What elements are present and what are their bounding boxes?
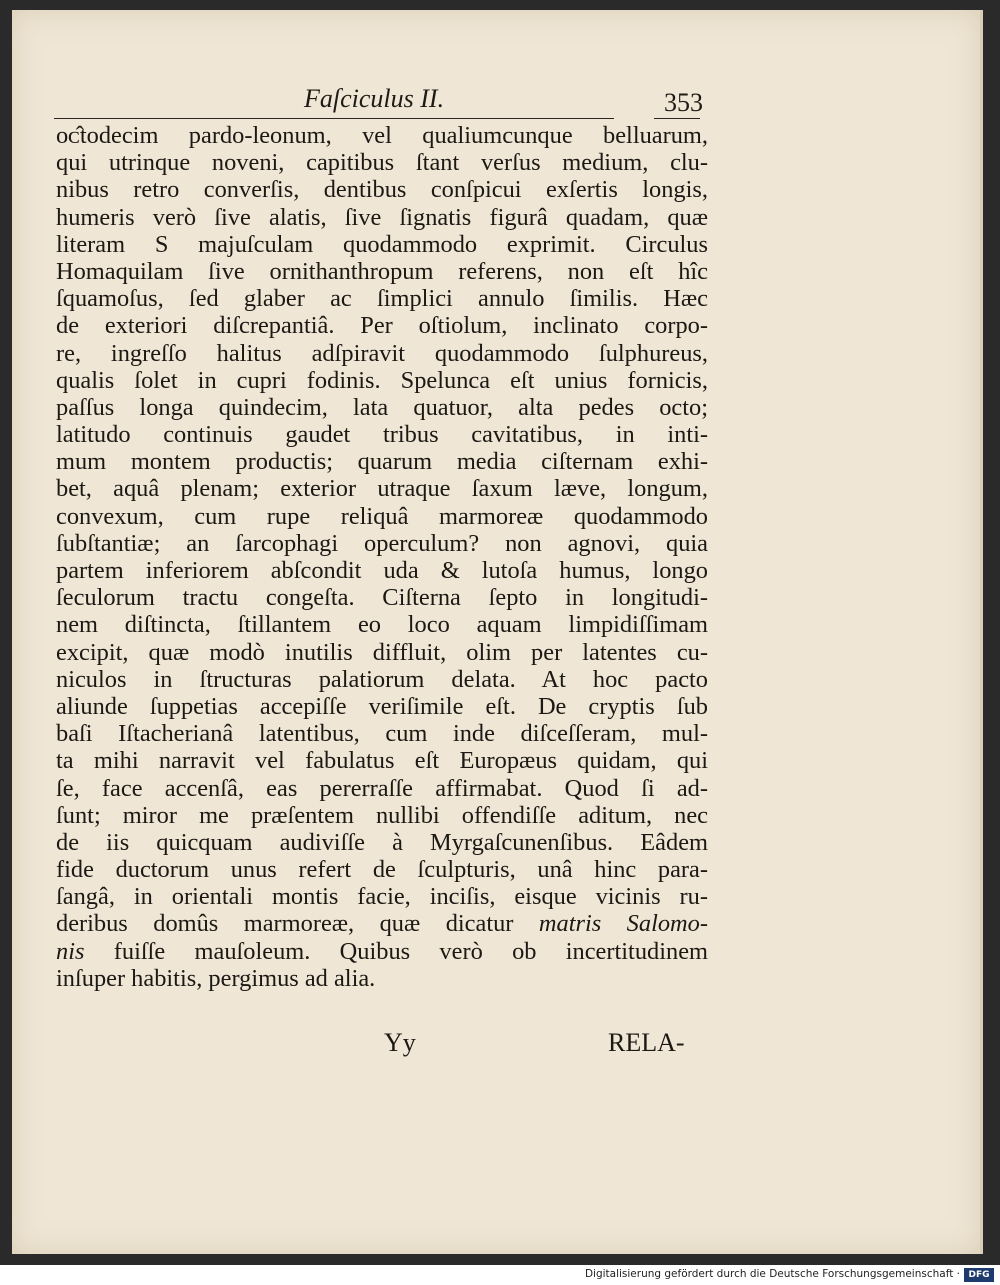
text-line: ſangâ, in orientali montis facie, inciſis, eisque vicinis ru- xyxy=(56,883,708,911)
text-line: oᴄ̂todecim pardo-leonum, vel qualiumcunque belluarum, xyxy=(56,122,708,149)
text-line: qui utrinque noveni, capitibus ſtant verſus medium, clu- xyxy=(56,149,708,177)
text-line: paſſus longa quindecim, lata quatuor, alta pedes octo; xyxy=(56,393,708,421)
text-line: fide ductorum unus refert de ſculpturis, unâ hinc para- xyxy=(56,856,708,884)
catchword: RELA- xyxy=(608,1028,685,1057)
text-line-mixed xyxy=(56,910,708,937)
header-rule-short xyxy=(654,118,700,119)
text-line: latitudo continuis gaudet tribus cavitatibus, in inti- xyxy=(56,421,708,449)
text-line: mum montem productis; quarum media ciſternam exhi- xyxy=(56,448,708,476)
italic-text: nis xyxy=(56,937,85,965)
signature-mark: Yy xyxy=(384,1028,416,1057)
text-line: nibus retro converſis, dentibus conſpicui exſertis longis, xyxy=(56,176,708,204)
text-segment: deribus domûs marmoreæ, quæ dicatur xyxy=(56,910,514,938)
text-line: convexum, cum rupe reliquâ marmoreæ quodammodo xyxy=(56,502,708,530)
text-line: de exteriori diſcrepantiâ. Per oſtiolum, inclinato corpo- xyxy=(56,312,708,340)
text-line: ſquamoſus, ſed glaber ac ſimplici annulo ſimilis. Hæc xyxy=(56,285,708,313)
text-line: partem inferiorem abſcondit uda & lutoſa humus, longo xyxy=(56,557,708,584)
text-segment: fuiſſe mauſoleum. Quibus verò ob incertitudinem xyxy=(84,937,708,965)
text-line: re, ingreſſo halitus adſpiravit quodammodo ſulphureus, xyxy=(56,339,708,367)
text-line: literam S majuſculam quodammodo exprimit. Circulus xyxy=(56,230,708,258)
page-footer xyxy=(56,1024,708,1064)
text-line: Homaquilam ſive ornithanthropum referens, non eſt hîc xyxy=(56,257,708,285)
text-line: qualis ſolet in cupri fodinis. Spelunca eſt unius fornicis, xyxy=(56,366,708,394)
text-line: humeris verò ſive alatis, ſive ſignatis figurâ quadam, quæ xyxy=(56,203,708,231)
page-header xyxy=(54,82,714,122)
dfg-logo-icon: DFG xyxy=(964,1268,994,1282)
attribution-bar xyxy=(0,1265,1000,1285)
text-line: bet, aquâ plenam; exterior utraque ſaxum læve, longum, xyxy=(56,475,708,503)
body-text xyxy=(56,122,708,992)
attribution-text: Digitalisierung gefördert durch die Deutsche Forschungsgemeinschaft · xyxy=(584,1268,960,1280)
text-line: ſe, face accenſâ, eas pererraſſe affirmabat. Quod ſi ad- xyxy=(56,774,708,802)
italic-text: matris Salomo- xyxy=(538,910,708,938)
text-line: ſunt; miror me præſentem nullibi offendiſſe aditum, nec xyxy=(56,801,708,829)
text-line: ſubſtantiæ; an ſarcophagi operculum? non agnovi, quia xyxy=(56,529,708,557)
text-line: de iis quicquam audiviſſe à Myrgaſcunenſibus. Eâdem xyxy=(56,828,708,856)
book-page xyxy=(12,10,983,1254)
text-line: nem diſtincta, ſtillantem eo loco aquam limpidiſſimam xyxy=(56,611,708,639)
text-line-mixed xyxy=(56,938,708,965)
text-line: ſeculorum tractu congeſta. Ciſterna ſepto in longitudi- xyxy=(56,584,708,612)
text-line-final: inſuper habitis, pergimus ad alia. xyxy=(56,964,376,992)
text-line: ta mihi narravit vel fabulatus eſt Europæus quidam, qui xyxy=(56,747,708,775)
text-line: baſi Iſtacherianâ latentibus, cum inde diſceſſeram, mul- xyxy=(56,720,708,748)
text-line: niculos in ſtructuras palatiorum delata. At hoc pacto xyxy=(56,665,708,693)
text-line: aliunde ſuppetias accepiſſe veriſimile eſt. De cryptis ſub xyxy=(56,692,708,720)
running-head: Faſciculus II. xyxy=(304,84,445,113)
page-number: 353 xyxy=(664,88,703,117)
header-rule xyxy=(54,118,614,119)
text-line: excipit, quæ modò inutilis diffluit, olim per latentes cu- xyxy=(56,638,708,666)
